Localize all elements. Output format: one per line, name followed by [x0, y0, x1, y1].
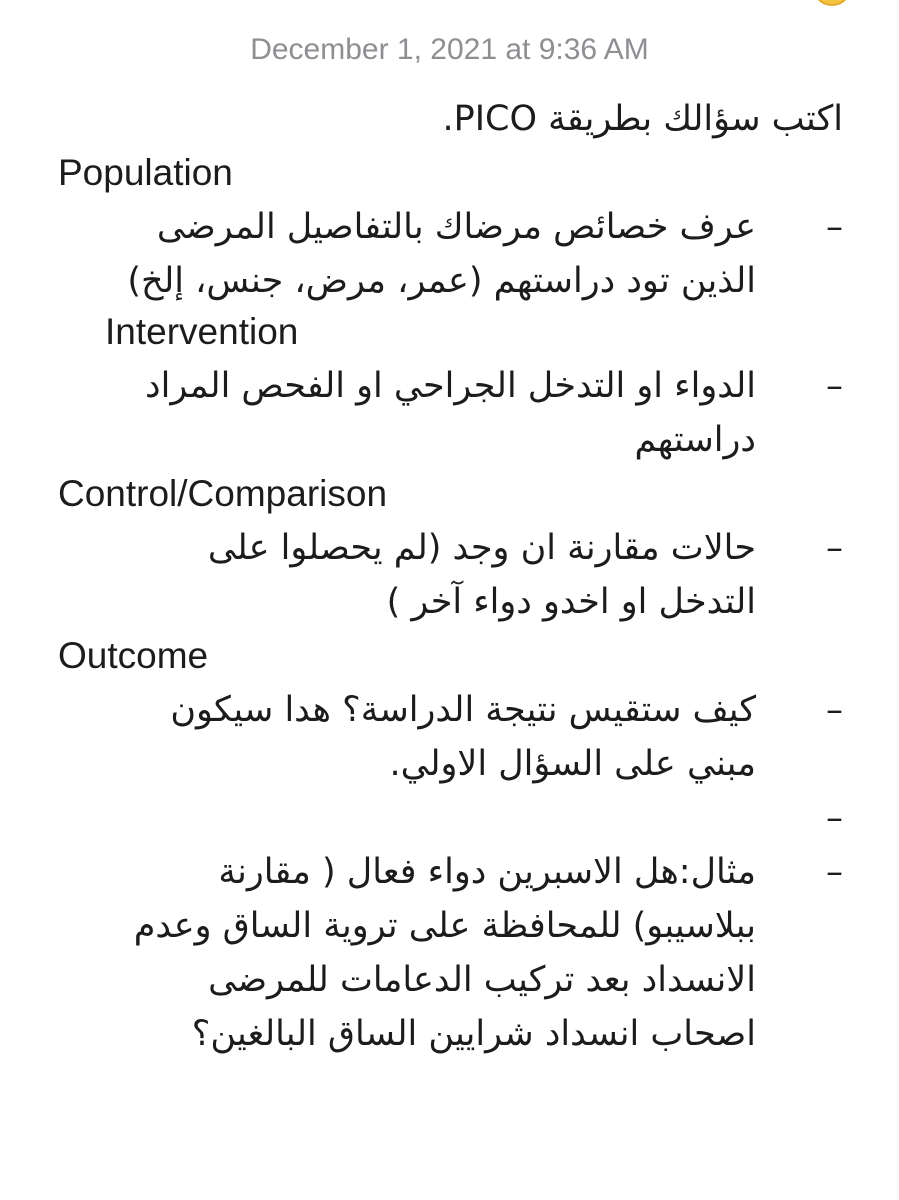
bullet-text [58, 683, 756, 791]
bullet-line: حالات مقارنة ان وجد (لم يحصلوا على [207, 528, 756, 568]
bullet-text [58, 359, 756, 467]
bullet-text [58, 845, 756, 1061]
heading-outcome: Outcome [58, 635, 209, 676]
bullet-line: مبني على السؤال الاولي. [389, 744, 756, 784]
bullet-text-empty [58, 791, 756, 845]
bullet-line: كيف ستقيس نتيجة الدراسة؟ هدا سيكون [170, 690, 756, 730]
heading-intervention: Intervention [105, 311, 299, 352]
dash-bullet-icon: – [826, 798, 843, 838]
emoji-icon [815, 0, 849, 6]
bullet-line: الذين تود دراستهم (عمر، مرض، جنس، إلخ) [127, 261, 756, 301]
bullet-item [58, 521, 843, 629]
bullet-item [58, 359, 843, 467]
bullet-line: ببلاسيبو) للمحافظة على تروية الساق وعدم [133, 906, 756, 946]
empty-bullet-item [58, 791, 843, 845]
bullet-line: مثال:هل الاسبرين دواء فعال ( مقارنة [218, 852, 756, 892]
bullet-line: الدواء او التدخل الجراحي او الفحص المراد [145, 366, 756, 406]
dash-bullet-icon: – [826, 366, 843, 406]
note-timestamp: December 1, 2021 at 9:36 AM [250, 33, 649, 66]
bullet-line: الانسداد بعد تركيب الدعامات للمرضى [208, 960, 756, 1000]
heading-control-comparison: Control/Comparison [58, 473, 388, 514]
bullet-item [58, 683, 843, 791]
bullet-text [58, 521, 756, 629]
bullet-line: التدخل او اخدو دواء آخر ) [386, 582, 756, 622]
note-body[interactable] [58, 92, 843, 1061]
dash-bullet-icon: – [826, 528, 843, 568]
bullet-text [58, 200, 756, 308]
bullet-item [58, 845, 843, 1061]
bullet-line: عرف خصائص مرضاك بالتفاصيل المرضى [156, 207, 756, 247]
dash-bullet-icon: – [826, 690, 843, 730]
dash-bullet-icon: – [826, 207, 843, 247]
dash-bullet-icon: – [826, 852, 843, 892]
bullet-item [58, 200, 843, 308]
bullet-line: اصحاب انسداد شرايين الساق البالغين؟ [191, 1014, 756, 1054]
note-title-line: اكتب سؤالك بطريقة PICO. [442, 99, 843, 139]
heading-population: Population [58, 152, 233, 193]
bullet-line: دراستهم [634, 420, 756, 460]
